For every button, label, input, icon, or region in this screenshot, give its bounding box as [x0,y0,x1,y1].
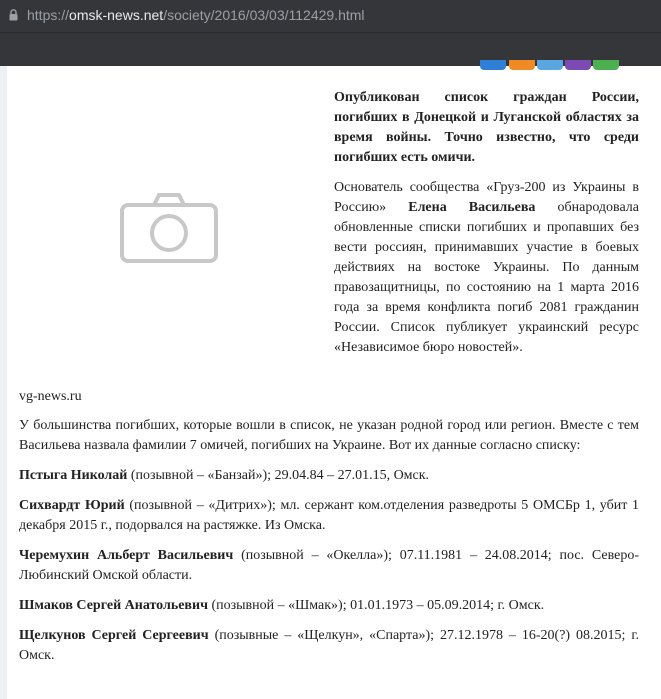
article-body [19,416,639,676]
article-intro [334,88,639,368]
left-frame [0,66,7,699]
image-source: vg-news.ru [19,389,82,404]
entry-name: Сихвардт Юрий [19,498,125,513]
article-lead: Опубликован список граждан России, погибших в Донецкой и Луганской областях за время войны. Точно известно, что среди погибших есть омичи. [334,90,639,165]
list-entry [19,626,639,666]
share-button-3[interactable] [537,60,563,70]
entry-details: (позывные – «Щелкун», «Спарта»); 27.12.1978 – 16-20(?) 08.2015; г. Омск. [19,628,640,663]
list-entry [19,596,639,616]
intro-text-1: Основатель сообщества «Груз-200 из Украины в Россию» [334,180,639,215]
share-button-4[interactable] [565,60,591,70]
entry-details: (позывной – «Окелла»); 07.11.1981 – 24.08.2014; пос. Северо-Любинский Омской области. [19,548,639,583]
list-entry [19,546,639,586]
share-button-2[interactable] [509,60,535,70]
url-host: omsk-news.net [69,7,164,23]
entry-details: (позывной – «Банзай»); 29.04.84 – 27.01.15, Омск. [127,468,430,483]
url-text[interactable] [27,7,365,23]
entry-name: Черемухин Альберт Васильевич [19,548,234,563]
entry-name: Пстыга Николай [19,468,128,483]
intro-text-2: обнародовала обновленные списки погибших и пропавших без вести россиян, принимавших участие в боевых действиях на востоке Украины. По данным правозащитницы, по состоянию на 1 марта 2016 года за время конфликта погиб 2081 гражданин России. Список публикует украинский ресурс «Независимое бюро новостей». [334,200,639,355]
body-paragraph: У большинства погибших, которые вошли в список, не указан родной город или регион. Вместе с тем Васильева назвала фамилии 7 омичей, погибших на Украине. Вот их данные согласно списку: [19,418,639,453]
intro-person: Елена Васильева [408,200,536,215]
lock-icon [9,9,18,21]
intro-paragraph [334,178,639,358]
camera-icon [120,193,218,263]
entry-details: (позывной – «Дитрих»); мл. сержант ком.отделения разведроты 5 ОМСБр 1, убит 1 декабря 2015 г., подорвался на растяжке. Из Омска. [19,498,639,533]
entry-name: Щелкунов Сергей Сергеевич [19,628,209,643]
entry-name: Шмаков Сергей Анатольевич [19,598,208,613]
url-scheme: https:// [27,7,70,23]
address-bar[interactable] [0,0,661,33]
url-path: /society/2016/03/03/112429.html [163,7,365,23]
share-button-5[interactable] [593,60,619,70]
share-button-1[interactable] [480,60,506,70]
list-entry [19,496,639,536]
entry-details: (позывной – «Шмак»); 01.01.1973 – 05.09.2014; г. Омск. [207,598,545,613]
list-entry [19,466,639,486]
